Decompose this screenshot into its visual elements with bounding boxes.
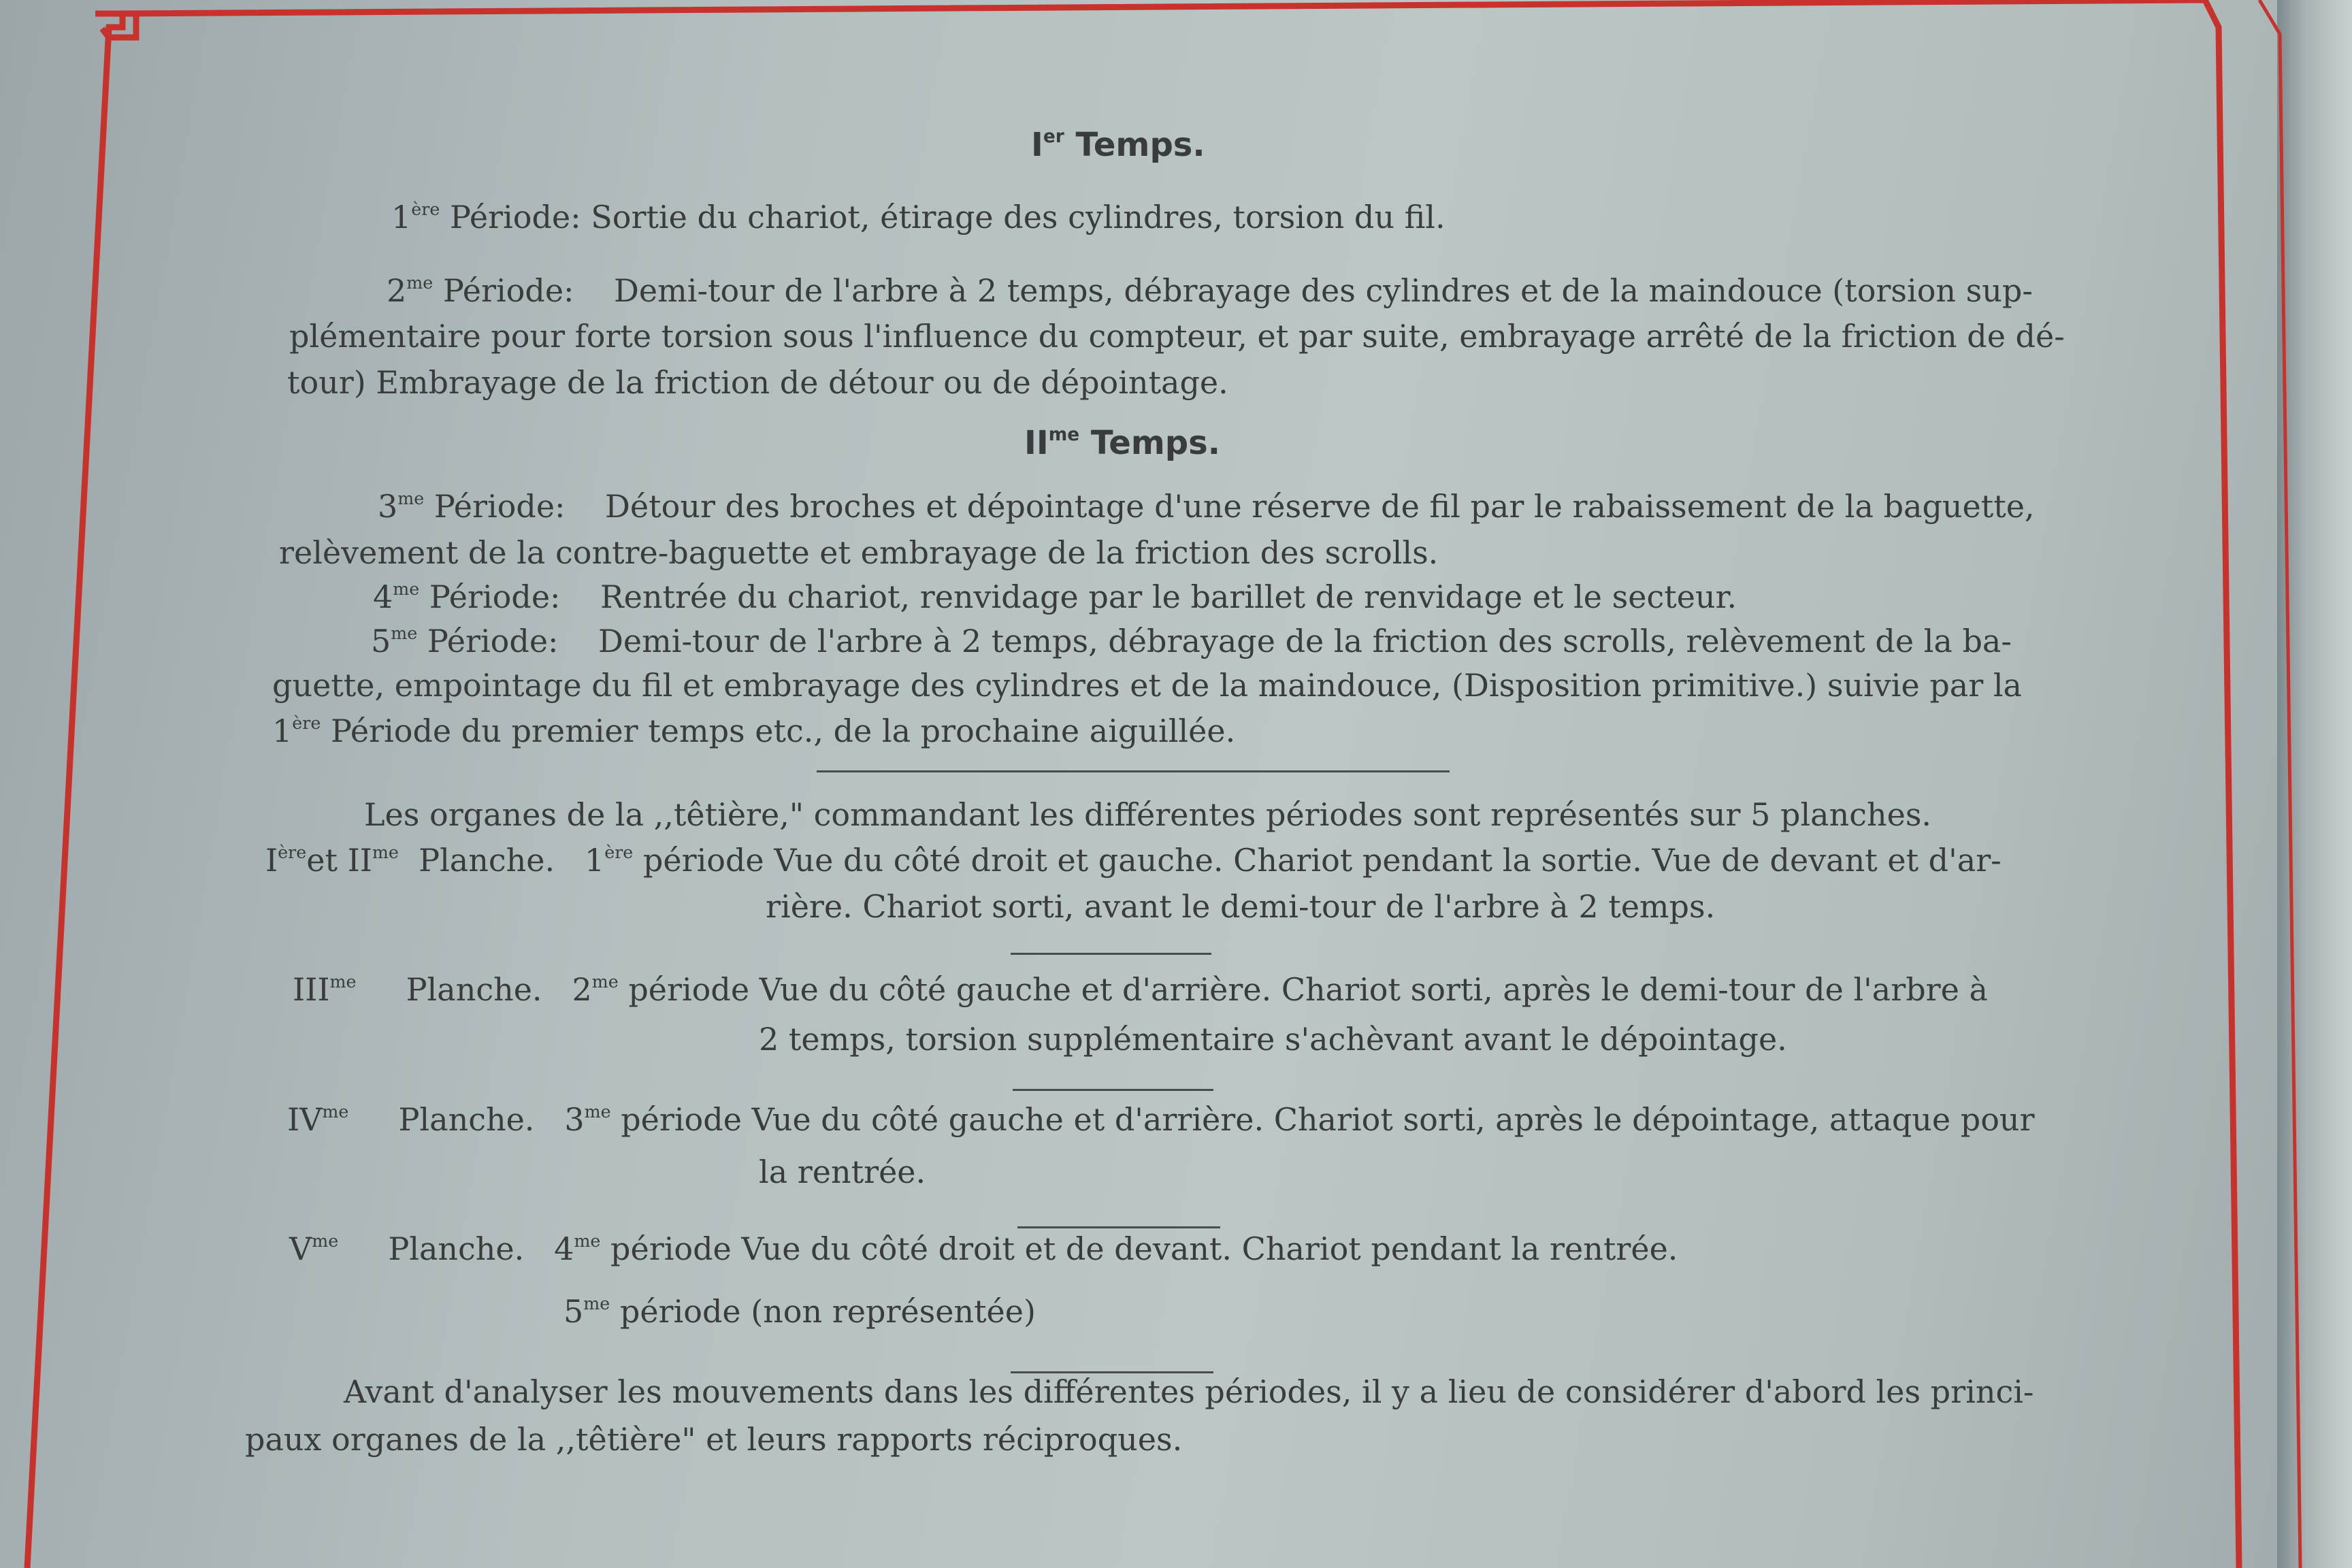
period-1 (391, 199, 1446, 235)
divider-rule (1017, 1226, 1220, 1228)
planche-1-2-label: Planche. (419, 842, 555, 879)
planche-4-psup: me (584, 1102, 611, 1122)
period-2-sup: me (406, 273, 434, 293)
period-3-sup: me (397, 489, 425, 509)
period-4-text: Rentrée du chariot, renvidage par le barillet de renvidage et le secteur. (600, 578, 1737, 615)
planche-3-line-2: 2 temps, torsion supplémentaire s'achèvant avant le dépointage. (759, 1021, 1787, 1058)
closing-line-2: paux organes de la ,,têtière" et leurs rapports réciproques. (245, 1421, 1183, 1458)
planche-4-s: me (322, 1102, 349, 1122)
planche-4-plabel: période (621, 1101, 742, 1138)
period-5-line-3-text: Période du premier temps etc., de la prochaine aiguillée. (330, 713, 1236, 749)
period-4-label: Période: (429, 578, 561, 615)
planche-1-2-et: et (306, 842, 338, 879)
planche-4-line-1 (287, 1101, 2035, 1138)
planche-1-2-n2: II (347, 842, 372, 879)
planche-5-p2sup: me (583, 1294, 610, 1314)
period-5-line-3 (272, 713, 1235, 749)
period-2-label: Période: (442, 272, 574, 309)
heading-temps-2-word: Temps. (1090, 424, 1220, 462)
planche-3-n: III (293, 971, 330, 1008)
period-5-line-3-num: 1 (272, 713, 293, 749)
planche-5-line-1 (289, 1230, 1678, 1267)
planche-5-n: V (289, 1230, 312, 1267)
planche-1-2-text-1: Vue du côté droit et gauche. Chariot pendant la sortie. Vue de devant et d'ar- (774, 842, 2002, 879)
planche-3-plabel: période (628, 971, 750, 1008)
planche-5-p2num: 5 (564, 1293, 584, 1330)
period-2-text-1: Demi-tour de l'arbre à 2 temps, débrayage des cylindres et de la maindouce (torsion sup- (614, 272, 2033, 309)
period-5-text-1: Demi-tour de l'arbre à 2 temps, débrayage de la friction des scrolls, relèvement de la ba- (598, 623, 2012, 659)
period-5-sup: me (391, 623, 418, 644)
planche-1-2-pnum: 1 (584, 842, 605, 879)
planche-1-2-line-2: rière. Chariot sorti, avant le demi-tour de l'arbre à 2 temps. (766, 888, 1716, 925)
planche-5-psup: me (574, 1231, 601, 1252)
planche-3-line-1 (293, 971, 1988, 1008)
period-2-num: 2 (387, 272, 407, 309)
planche-3-label: Planche. (406, 971, 542, 1008)
heading-temps-2 (1024, 424, 1220, 462)
period-1-text: Sortie du chariot, étirage des cylindres, torsion du fil. (591, 199, 1446, 235)
planche-1-2-n1: I (265, 842, 278, 879)
period-5-line-3-sup: ère (292, 713, 321, 734)
planche-5-s: me (312, 1231, 339, 1252)
period-5-line-2: guette, empointage du fil et embrayage des cylindres et de la maindouce, (Disposition primitive.) suivie par la (272, 667, 2022, 704)
period-1-label: Période: (449, 199, 581, 235)
planche-1-2-s1: ère (278, 843, 307, 863)
heading-temps-1-sup: er (1043, 126, 1064, 148)
heading-temps-2-num: II (1024, 424, 1049, 462)
planche-4-pnum: 3 (564, 1101, 585, 1138)
planche-4-line-2: la rentrée. (759, 1154, 926, 1190)
period-3-line-1 (378, 488, 2035, 525)
planche-1-2-s2: me (372, 843, 399, 863)
planche-3-psup: me (591, 972, 619, 992)
planche-4-label: Planche. (398, 1101, 535, 1138)
planche-1-2-psup: ère (604, 843, 634, 863)
period-3-num: 3 (378, 488, 398, 525)
heading-temps-2-sup: me (1048, 424, 1080, 446)
period-1-num: 1 (391, 199, 412, 235)
planches-intro: Les organes de la ,,têtière," commandant les différentes périodes sont représentés sur 5 planches. (364, 796, 1932, 833)
divider-rule (1013, 1089, 1213, 1091)
planche-1-2-line-1 (265, 842, 2002, 879)
period-5-label: Période: (427, 623, 559, 659)
period-4-num: 4 (373, 578, 393, 615)
planche-3-pnum: 2 (572, 971, 592, 1008)
period-4 (373, 578, 1737, 615)
divider-rule (1011, 953, 1211, 955)
closing-line-1: Avant d'analyser les mouvements dans les différentes périodes, il y a lieu de considérer d'abord les princi- (344, 1373, 2034, 1410)
heading-temps-1-word: Temps. (1075, 126, 1205, 164)
planche-5-label: Planche. (388, 1230, 525, 1267)
period-3-text-1: Détour des broches et dépointage d'une réserve de fil par le rabaissement de la baguette, (605, 488, 2035, 525)
period-4-sup: me (393, 579, 420, 600)
period-2-line-2: plémentaire pour forte torsion sous l'influence du compteur, et par suite, embrayage arrêté de la friction de dé- (289, 318, 2065, 355)
planche-1-2-plabel: période (642, 842, 764, 879)
planche-5-p2label: période (619, 1293, 741, 1330)
planche-5-plabel: période (610, 1230, 732, 1267)
divider-rule (817, 770, 1450, 772)
period-2-line-3: tour) Embrayage de la friction de détour ou de dépointage. (287, 364, 1228, 401)
planche-3-text-1: Vue du côté gauche et d'arrière. Chariot sorti, après le demi-tour de l'arbre à (759, 971, 1988, 1008)
heading-temps-1 (1031, 126, 1205, 164)
period-3-line-2: relèvement de la contre-baguette et embrayage de la friction des scrolls. (279, 534, 1439, 571)
period-1-sup: ère (411, 199, 440, 220)
heading-temps-1-num: I (1031, 126, 1043, 164)
period-5-line-1 (371, 623, 2012, 659)
planche-5-line-2 (564, 1293, 1036, 1330)
planche-4-n: IV (287, 1101, 323, 1138)
planche-4-text-1: Vue du côté gauche et d'arrière. Chariot sorti, après le dépointage, attaque pour (751, 1101, 2035, 1138)
period-2-line-1 (387, 272, 2033, 309)
planche-5-pnum: 4 (554, 1230, 574, 1267)
period-3-label: Période: (434, 488, 566, 525)
planche-5-text-2: (non représentée) (751, 1293, 1036, 1330)
planche-5-text-1: Vue du côté droit et de devant. Chariot pendant la rentrée. (741, 1230, 1678, 1267)
planche-3-s: me (329, 972, 357, 992)
period-5-num: 5 (371, 623, 391, 659)
